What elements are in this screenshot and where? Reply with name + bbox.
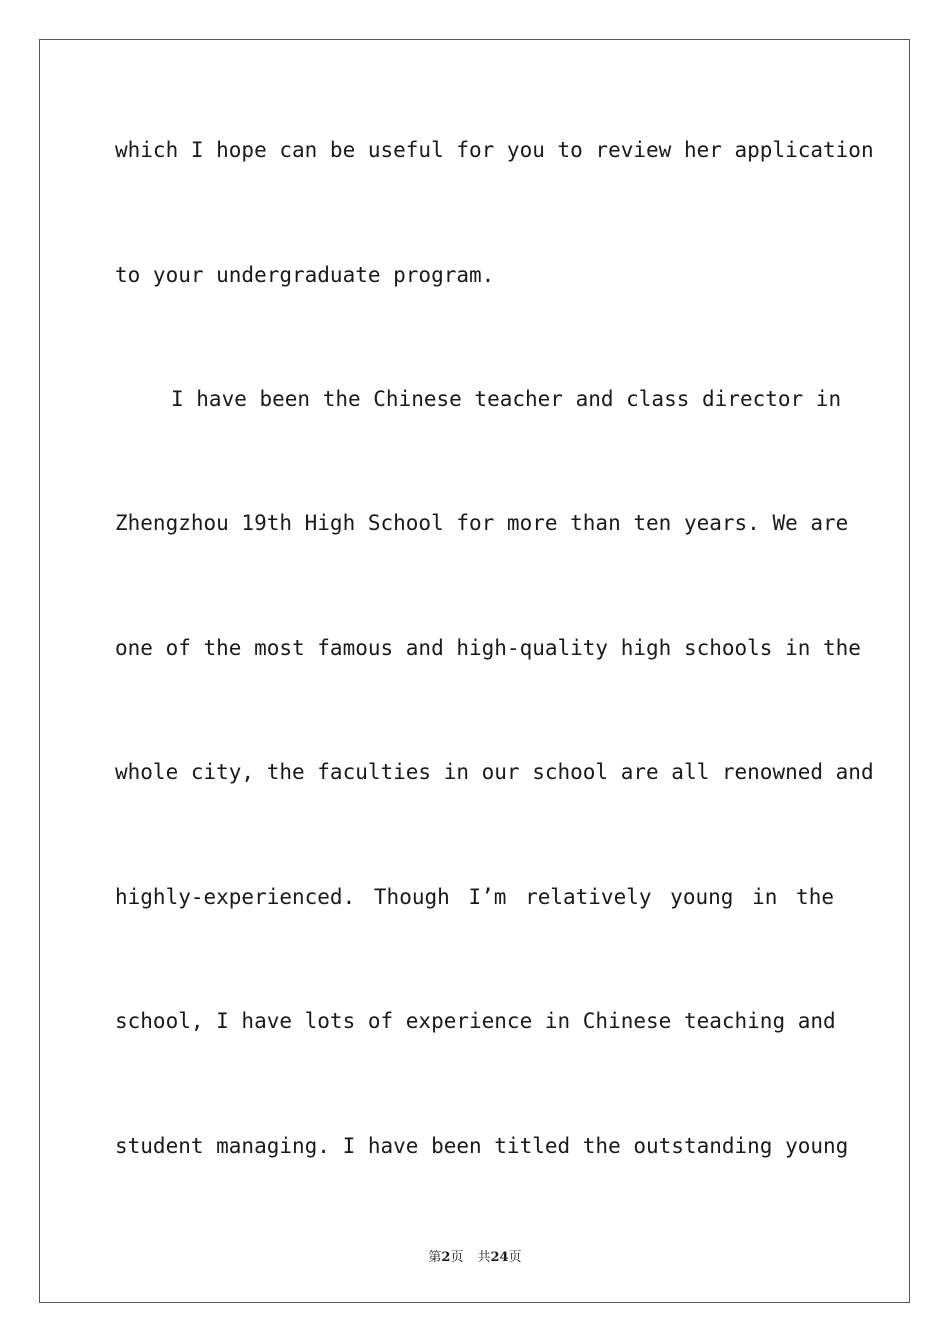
total-pages: 24: [490, 1250, 509, 1265]
body-text-line: one of the most famous and high-quality high schools in the: [115, 636, 861, 660]
body-text-line: I have been the Chinese teacher and class director in: [171, 387, 842, 411]
page-suffix: 页: [450, 1250, 464, 1265]
page-number: 2: [441, 1250, 451, 1265]
total-suffix: 页: [508, 1250, 522, 1265]
page-footer: [0, 1246, 950, 1265]
body-text-line: school, I have lots of experience in Chinese teaching and: [115, 1009, 836, 1033]
body-text-line: to your undergraduate program.: [115, 263, 495, 287]
body-text-line: Zhengzhou 19th High School for more than ten years. We are: [115, 511, 849, 535]
body-text-line: student managing. I have been titled the outstanding young: [115, 1134, 849, 1158]
page-prefix: 第: [428, 1250, 442, 1265]
body-text-line: whole city, the faculties in our school are all renowned and: [115, 760, 874, 784]
body-text-line: highly-experienced. Though I’m relatively young in the: [115, 885, 834, 909]
page-frame: [39, 39, 910, 1303]
total-prefix: 共: [477, 1250, 491, 1265]
body-text-line: which I hope can be useful for you to review her application: [115, 138, 874, 162]
